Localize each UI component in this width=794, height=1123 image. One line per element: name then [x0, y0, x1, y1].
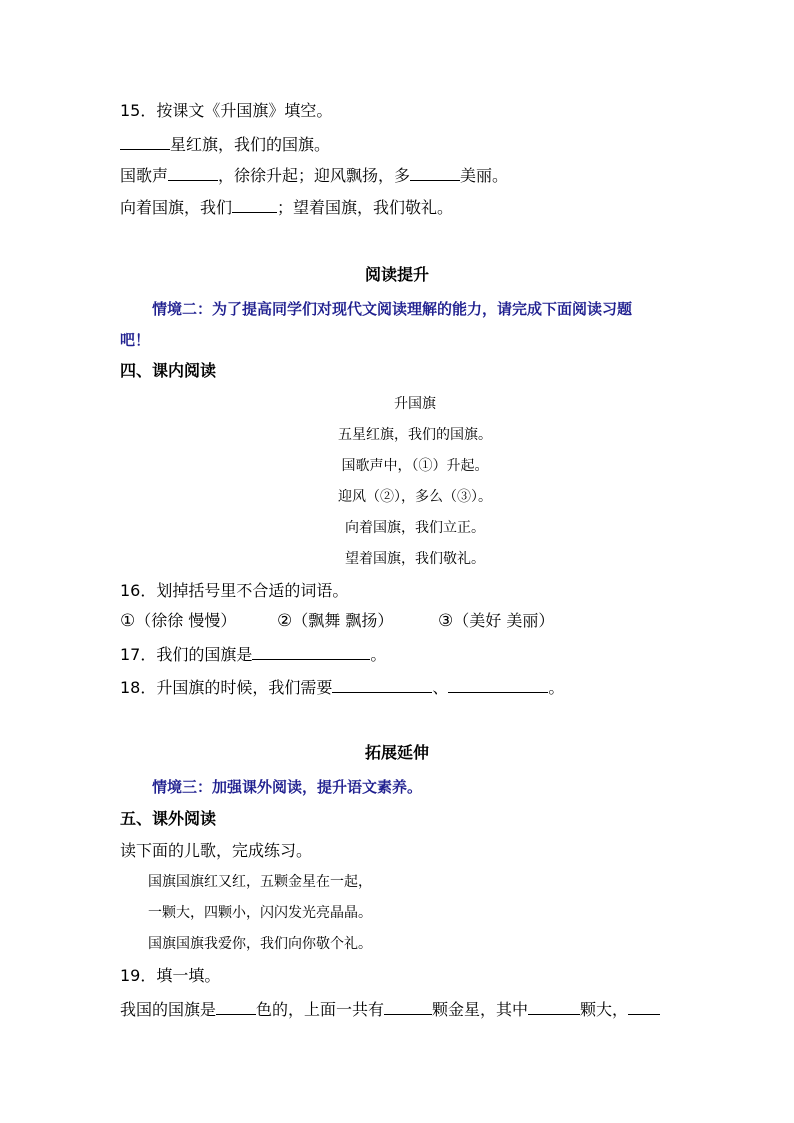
answer-blank[interactable] [410, 164, 460, 181]
context-3-text: 情境三：加强课外阅读，提升语文素养。 [152, 778, 423, 796]
question-15-line-1 [120, 133, 330, 155]
section-title-extension: 拓展延伸 [364, 743, 429, 762]
answer-blank[interactable] [332, 676, 432, 693]
poem-title: 升国旗 [394, 396, 436, 412]
question-19-text: 色的，上面一共有 [256, 1000, 385, 1019]
question-19-text: 我国的国旗是 [120, 1000, 217, 1019]
question-15-line-3-text: 向着国旗，我们 [120, 198, 233, 217]
question-16-option-3 [438, 611, 554, 631]
question-16-option-2 [277, 611, 393, 631]
question-18-text: 。 [548, 678, 565, 697]
answer-blank[interactable] [216, 998, 256, 1015]
question-17-text: 。 [370, 645, 387, 664]
part-5-heading: 五、课外阅读 [120, 809, 217, 828]
question-15-title: 15．按课文《升国旗》填空。 [120, 101, 333, 120]
poem-line: 望着国旗，我们敬礼。 [345, 551, 485, 567]
answer-blank[interactable] [252, 643, 370, 660]
context-2-text-cont: 吧！ [120, 331, 151, 349]
answer-blank[interactable] [384, 998, 432, 1015]
question-17-text: 17．我们的国旗是 [120, 645, 253, 664]
option-words[interactable]: （飘舞 飘扬） [292, 611, 394, 630]
question-15-line-2-text: ，徐徐升起；迎风飘扬，多 [218, 166, 411, 185]
option-number: ① [120, 611, 136, 631]
option-words[interactable]: （美好 美丽） [453, 611, 555, 630]
context-2-text: 情境二：为了提高同学们对现代文阅读理解的能力，请完成下面阅读习题 [152, 300, 633, 318]
question-15-line-3-text: ；望着国旗，我们敬礼。 [277, 198, 454, 217]
question-16-option-1 [120, 611, 236, 631]
question-17 [120, 643, 386, 665]
poem-line: 迎风（②），多么（③）。 [338, 489, 492, 505]
answer-blank[interactable] [628, 998, 660, 1015]
answer-blank[interactable] [168, 164, 218, 181]
question-19-text: 颗金星，其中 [432, 1000, 529, 1019]
option-number: ② [277, 611, 293, 631]
answer-blank[interactable] [232, 196, 277, 213]
answer-blank[interactable] [528, 998, 580, 1015]
part-4-heading: 四、课内阅读 [120, 361, 217, 380]
question-15-line-2-text: 美丽。 [460, 166, 509, 185]
option-number: ③ [438, 611, 454, 631]
poem-line: 国歌声中，（①）升起。 [341, 458, 489, 474]
question-16-title: 16．划掉括号里不合适的词语。 [120, 581, 349, 600]
rhyme-line: 一颗大，四颗小，闪闪发光亮晶晶。 [148, 905, 372, 921]
rhyme-line: 国旗国旗红又红，五颗金星在一起， [148, 874, 372, 890]
rhyme-line: 国旗国旗我爱你，我们向你敬个礼。 [148, 936, 372, 952]
question-19-text: 颗大， [580, 1000, 629, 1019]
option-words[interactable]: （徐徐 慢慢） [135, 611, 237, 630]
question-15-line-1-text: 星红旗，我们的国旗。 [170, 135, 331, 154]
question-15-line-2-text: 国歌声 [120, 166, 169, 185]
question-19-line [120, 998, 660, 1020]
question-15-line-2 [120, 164, 508, 186]
instruction-text: 读下面的儿歌，完成练习。 [120, 841, 313, 860]
poem-line: 五星红旗，我们的国旗。 [338, 427, 492, 443]
poem-line: 向着国旗，我们立正。 [345, 520, 485, 536]
answer-blank[interactable] [120, 133, 170, 150]
question-15-line-3 [120, 196, 453, 218]
answer-blank[interactable] [448, 676, 548, 693]
question-18 [120, 676, 564, 698]
question-18-text: 、 [432, 678, 449, 697]
question-19-title: 19．填一填。 [120, 966, 221, 985]
section-title-reading: 阅读提升 [364, 265, 429, 284]
question-18-text: 18．升国旗的时候，我们需要 [120, 678, 333, 697]
